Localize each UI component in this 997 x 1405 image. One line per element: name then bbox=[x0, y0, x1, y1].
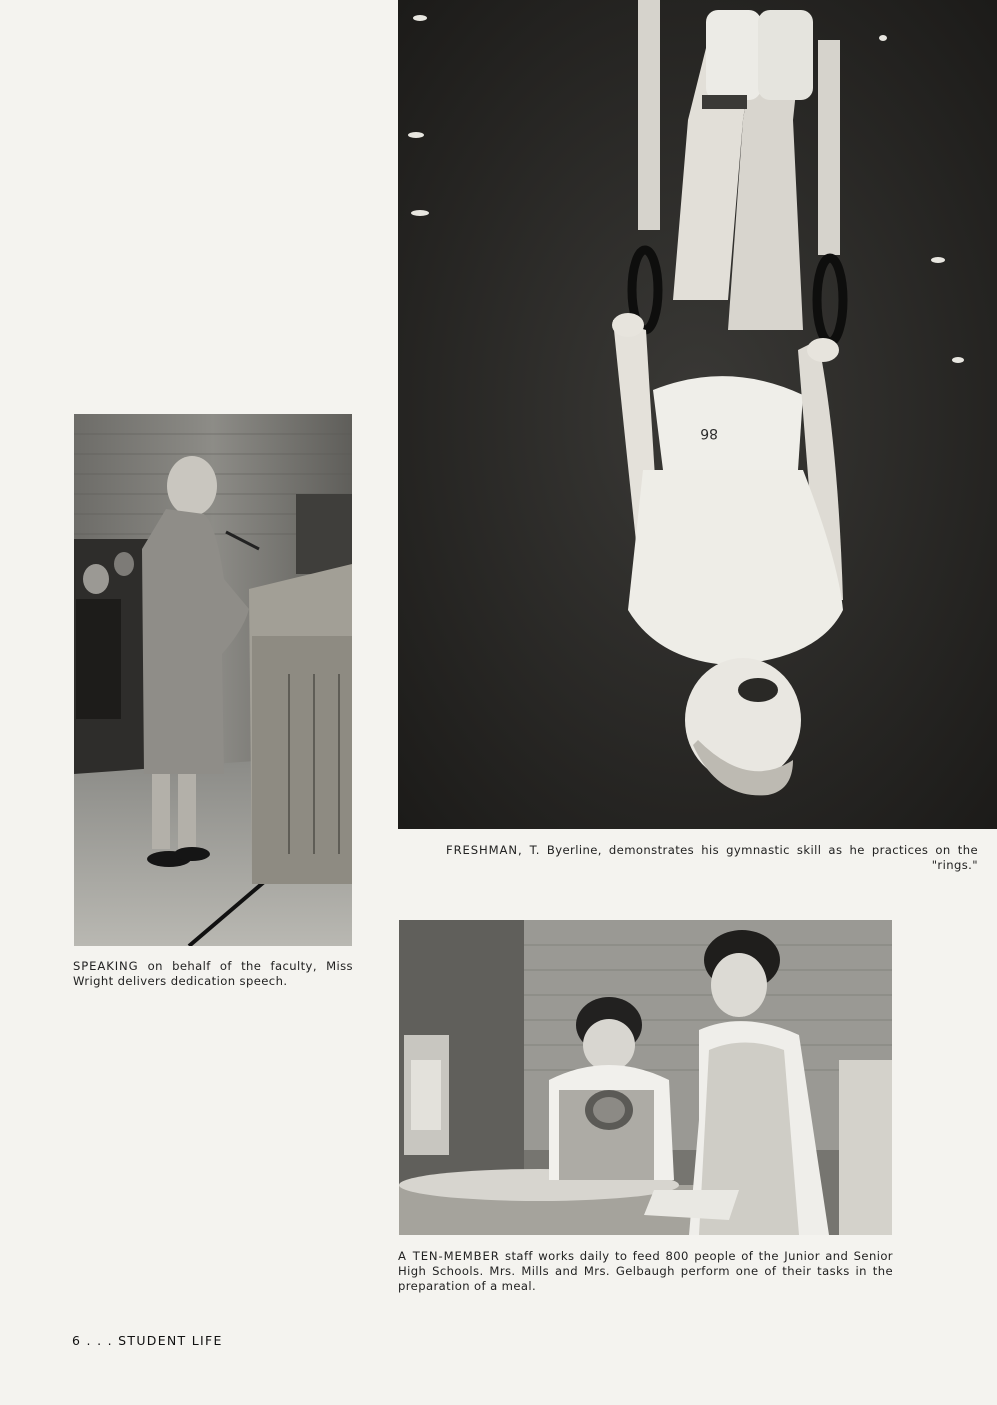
kitchen-photo-image bbox=[399, 920, 892, 1235]
caption-gymnast-lead: FRESHMAN, bbox=[446, 843, 523, 857]
photo-kitchen bbox=[399, 920, 892, 1235]
page-footer-label: 6 . . . STUDENT LIFE bbox=[72, 1333, 223, 1348]
photo-gymnast bbox=[398, 0, 997, 829]
caption-speaker-lead: SPEAKING bbox=[73, 959, 139, 973]
caption-gymnast-body: T. Byerline, demonstrates his gymnastic skill as he practices on the "rings." bbox=[522, 843, 978, 872]
caption-kitchen-lead: A TEN-MEMBER bbox=[398, 1249, 500, 1263]
caption-gymnast bbox=[398, 843, 978, 873]
caption-speaker bbox=[73, 959, 353, 989]
caption-kitchen-body: staff works daily to feed 800 people of the Junior and Senior High Schools. Mrs. Mills and Mrs. Gelbaugh perform one of their tasks in the preparation of a meal. bbox=[398, 1249, 893, 1293]
caption-speaker-body: on behalf of the faculty, Miss Wright delivers dedication speech. bbox=[73, 959, 353, 988]
gymnast-photo-image bbox=[398, 0, 997, 829]
photo-speaker bbox=[74, 414, 352, 946]
svg-text:86: 86 bbox=[700, 425, 718, 441]
caption-kitchen bbox=[398, 1249, 893, 1294]
speaker-photo-image bbox=[74, 414, 352, 946]
